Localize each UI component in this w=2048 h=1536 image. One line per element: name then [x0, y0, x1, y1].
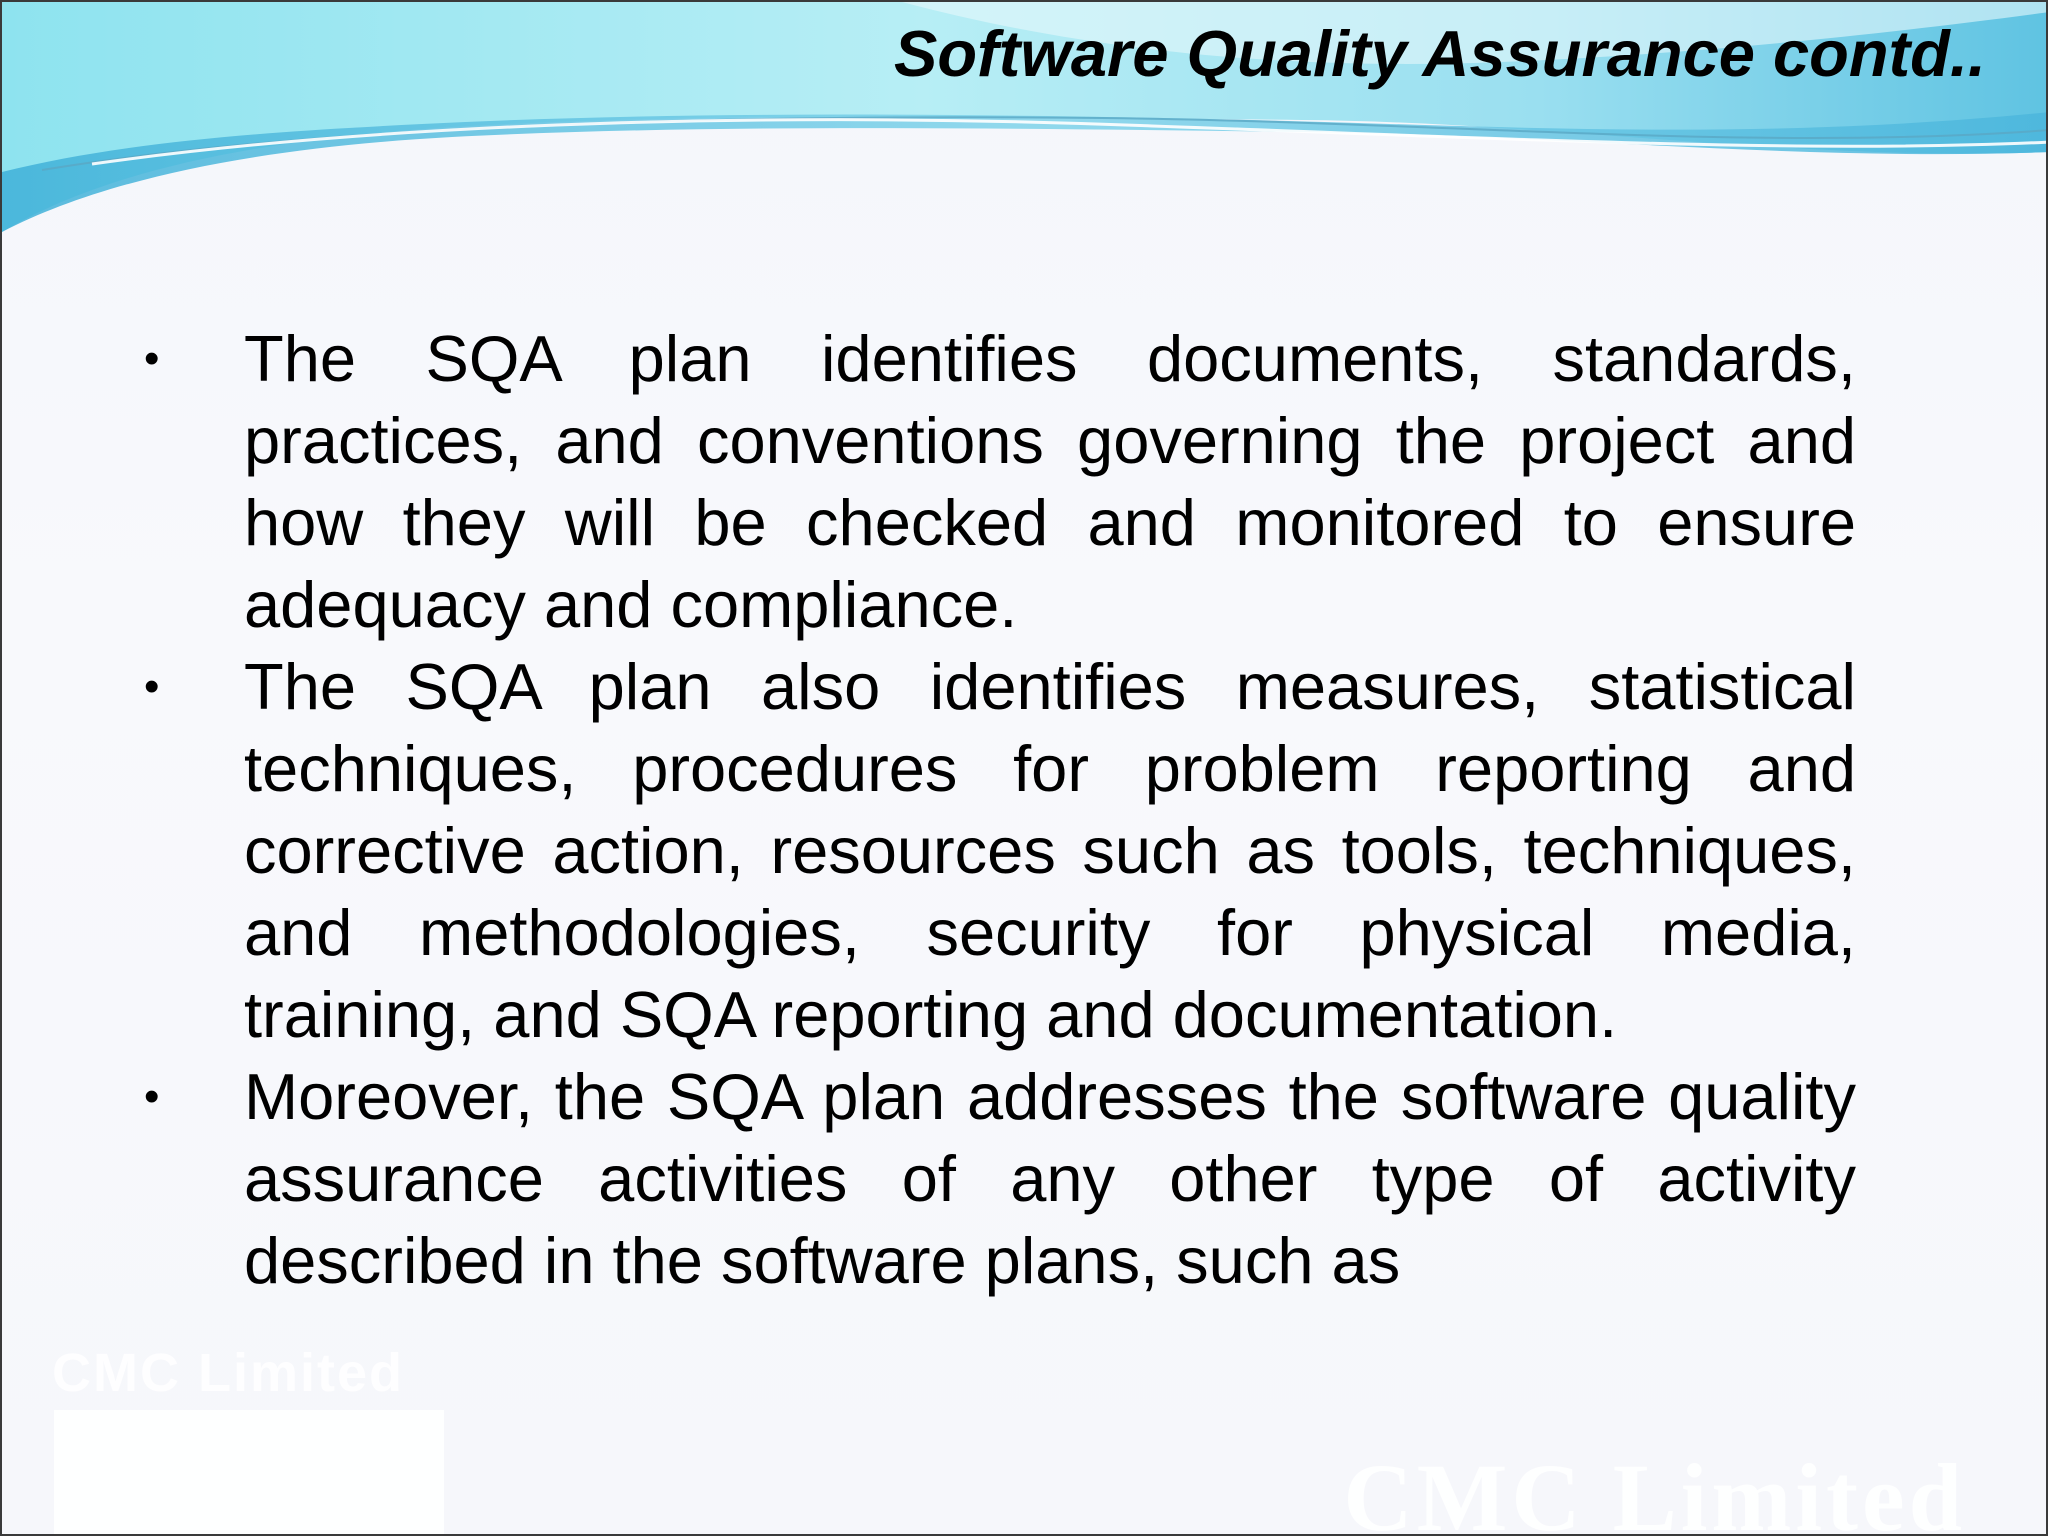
bullet-marker: •: [144, 662, 160, 711]
bullet-item: [144, 646, 1856, 1056]
bullet-marker: •: [144, 334, 160, 383]
slide-title: Software Quality Assurance contd..: [893, 17, 1986, 90]
bullet-list: [144, 318, 1856, 1302]
bullet-text: The SQA plan also identifies measures, statistical techniques, procedures for problem reporting and corrective action, resources such as tools, techniques, and methodologies, security for physical media, training, and SQA reporting and documentation.: [244, 650, 1856, 1051]
watermark-box: [54, 1410, 444, 1536]
bullet-text: The SQA plan identifies documents, standards, practices, and conventions governing the project and how they will be checked and monitored to ensure adequacy and compliance.: [244, 322, 1856, 641]
watermark-right: CMC Limited: [1343, 1444, 1966, 1536]
bullet-item: [144, 318, 1856, 646]
bullet-marker: •: [144, 1072, 160, 1121]
bullet-text: Moreover, the SQA plan addresses the software quality assurance activities of any other type of activity described in the software plans, such as: [244, 1060, 1856, 1297]
bullet-item: [144, 1056, 1856, 1302]
watermark-left: CMC Limited: [52, 1343, 404, 1403]
